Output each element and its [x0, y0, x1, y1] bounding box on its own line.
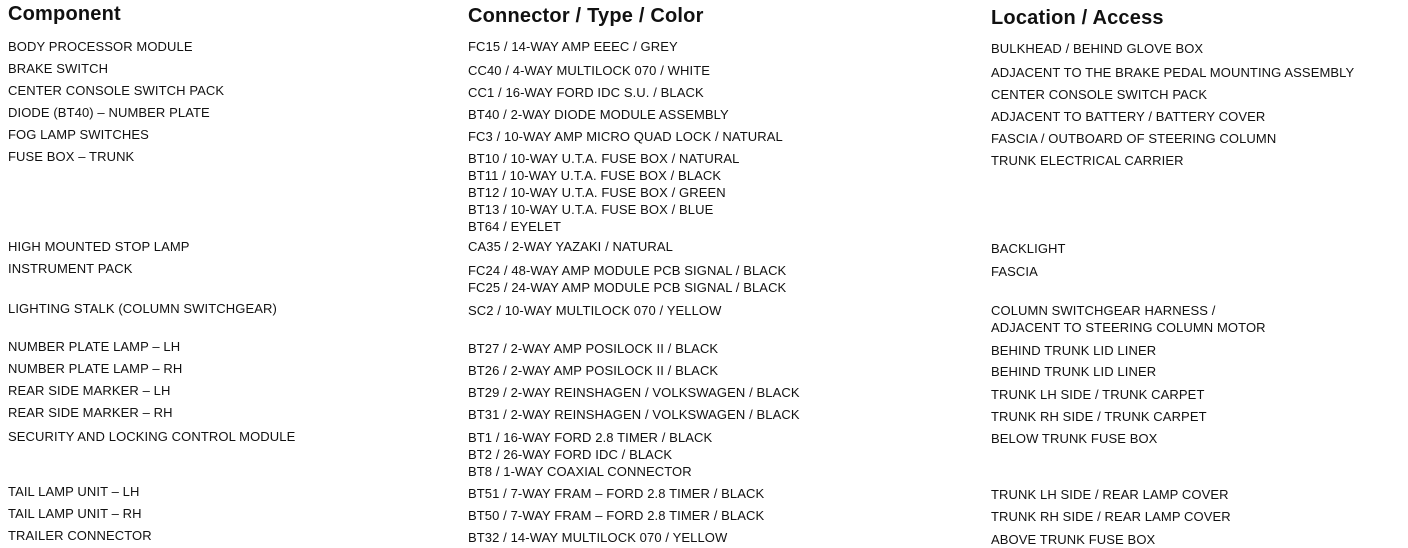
connector-text: BT31 / 2-WAY REINSHAGEN / VOLKSWAGEN / BLACK: [468, 407, 800, 422]
connector-cell: [468, 106, 729, 123]
location-text: TRUNK RH SIDE / REAR LAMP COVER: [991, 509, 1231, 524]
connector-text: FC25 / 24-WAY AMP MODULE PCB SIGNAL / BLACK: [468, 280, 787, 295]
location-text: ADJACENT TO STEERING COLUMN MOTOR: [991, 320, 1266, 335]
location-text: TRUNK LH SIDE / REAR LAMP COVER: [991, 487, 1229, 502]
location-text: BEHIND TRUNK LID LINER: [991, 364, 1157, 379]
component-text: TRAILER CONNECTOR: [8, 528, 152, 543]
connector-text: BT51 / 7-WAY FRAM – FORD 2.8 TIMER / BLACK: [468, 486, 765, 501]
location-cell: [991, 64, 1354, 81]
component-cell: [8, 126, 149, 143]
location-cell: [991, 40, 1203, 57]
component-cell: [8, 148, 134, 165]
location-cell: [991, 408, 1207, 425]
connector-cell: [468, 38, 678, 55]
location-cell: [991, 342, 1156, 359]
location-cell: [991, 531, 1155, 548]
connector-cell: [468, 485, 764, 502]
location-text: BELOW TRUNK FUSE BOX: [991, 431, 1158, 446]
component-cell: [8, 104, 210, 121]
component-cell: [8, 60, 108, 77]
location-cell: [991, 152, 1184, 169]
connector-text: CC40 / 4-WAY MULTILOCK 070 / WHITE: [468, 63, 711, 78]
component-cell: [8, 338, 180, 355]
component-cell: [8, 360, 182, 377]
location-cell: [991, 430, 1157, 447]
component-cell: [8, 527, 152, 544]
connector-text: BT32 / 14-WAY MULTILOCK 070 / YELLOW: [468, 530, 728, 545]
component-text: REAR SIDE MARKER – RH: [8, 405, 173, 420]
header-connector: Connector / Type / Color: [468, 5, 704, 27]
connector-text: CA35 / 2-WAY YAZAKI / NATURAL: [468, 239, 673, 254]
component-text: BODY PROCESSOR MODULE: [8, 39, 193, 54]
connector-text: BT50 / 7-WAY FRAM – FORD 2.8 TIMER / BLACK: [468, 508, 765, 523]
location-text: BEHIND TRUNK LID LINER: [991, 343, 1157, 358]
component-text: NUMBER PLATE LAMP – RH: [8, 361, 183, 376]
location-cell: [991, 302, 1266, 336]
component-text: DIODE (BT40) – NUMBER PLATE: [8, 105, 210, 120]
connector-text: BT64 / EYELET: [468, 219, 562, 234]
location-cell: [991, 386, 1204, 403]
component-cell: [8, 382, 170, 399]
connector-cell: [468, 529, 727, 546]
connector-cell: [468, 84, 704, 101]
component-text: TAIL LAMP UNIT – RH: [8, 506, 142, 521]
location-cell: [991, 130, 1276, 147]
component-cell: [8, 505, 142, 522]
location-text: FASCIA / OUTBOARD OF STEERING COLUMN: [991, 131, 1277, 146]
location-cell: [991, 508, 1231, 525]
location-cell: [991, 486, 1229, 503]
component-text: FUSE BOX – TRUNK: [8, 149, 135, 164]
connector-text: BT27 / 2-WAY AMP POSILOCK II / BLACK: [468, 341, 719, 356]
connector-text: BT12 / 10-WAY U.T.A. FUSE BOX / GREEN: [468, 185, 726, 200]
connector-text: BT8 / 1-WAY COAXIAL CONNECTOR: [468, 464, 692, 479]
location-text: ADJACENT TO THE BRAKE PEDAL MOUNTING ASSEMBLY: [991, 65, 1355, 80]
connector-text: SC2 / 10-WAY MULTILOCK 070 / YELLOW: [468, 303, 722, 318]
component-text: LIGHTING STALK (COLUMN SWITCHGEAR): [8, 301, 277, 316]
connector-cell: [468, 262, 786, 296]
connector-text: CC1 / 16-WAY FORD IDC S.U. / BLACK: [468, 85, 704, 100]
connector-text: BT13 / 10-WAY U.T.A. FUSE BOX / BLUE: [468, 202, 714, 217]
connector-cell: [468, 238, 673, 255]
component-text: INSTRUMENT PACK: [8, 261, 133, 276]
location-text: COLUMN SWITCHGEAR HARNESS /: [991, 303, 1216, 318]
connector-cell: [468, 340, 718, 357]
connector-cell: [468, 429, 712, 480]
component-text: TAIL LAMP UNIT – LH: [8, 484, 140, 499]
component-text: HIGH MOUNTED STOP LAMP: [8, 239, 190, 254]
connector-text: BT26 / 2-WAY AMP POSILOCK II / BLACK: [468, 363, 719, 378]
header-component: Component: [8, 3, 121, 25]
component-cell: [8, 82, 224, 99]
connector-cell: [468, 362, 718, 379]
component-text: FOG LAMP SWITCHES: [8, 127, 149, 142]
connector-cell: [468, 62, 710, 79]
component-text: CENTER CONSOLE SWITCH PACK: [8, 83, 225, 98]
connector-cell: [468, 302, 721, 319]
connector-cell: [468, 150, 739, 235]
location-text: ABOVE TRUNK FUSE BOX: [991, 532, 1156, 547]
location-text: BACKLIGHT: [991, 241, 1066, 256]
component-text: SECURITY AND LOCKING CONTROL MODULE: [8, 429, 296, 444]
connector-text: FC15 / 14-WAY AMP EEEC / GREY: [468, 39, 678, 54]
location-text: TRUNK LH SIDE / TRUNK CARPET: [991, 387, 1205, 402]
connector-text: BT11 / 10-WAY U.T.A. FUSE BOX / BLACK: [468, 168, 722, 183]
location-cell: [991, 363, 1156, 380]
location-cell: [991, 263, 1038, 280]
connector-text: FC24 / 48-WAY AMP MODULE PCB SIGNAL / BLACK: [468, 263, 787, 278]
component-text: NUMBER PLATE LAMP – LH: [8, 339, 181, 354]
location-text: TRUNK RH SIDE / TRUNK CARPET: [991, 409, 1207, 424]
location-text: BULKHEAD / BEHIND GLOVE BOX: [991, 41, 1204, 56]
connector-text: BT1 / 16-WAY FORD 2.8 TIMER / BLACK: [468, 430, 713, 445]
location-text: FASCIA: [991, 264, 1038, 279]
component-cell: [8, 238, 190, 255]
component-cell: [8, 300, 277, 317]
connector-cell: [468, 507, 764, 524]
connector-text: BT10 / 10-WAY U.T.A. FUSE BOX / NATURAL: [468, 151, 740, 166]
location-cell: [991, 86, 1207, 103]
connector-text: FC3 / 10-WAY AMP MICRO QUAD LOCK / NATURAL: [468, 129, 783, 144]
component-cell: [8, 428, 295, 445]
connector-cell: [468, 406, 800, 423]
header-location: Location / Access: [991, 7, 1164, 29]
connector-text: BT29 / 2-WAY REINSHAGEN / VOLKSWAGEN / BLACK: [468, 385, 800, 400]
location-text: TRUNK ELECTRICAL CARRIER: [991, 153, 1184, 168]
component-text: REAR SIDE MARKER – LH: [8, 383, 171, 398]
component-cell: [8, 404, 173, 421]
location-text: ADJACENT TO BATTERY / BATTERY COVER: [991, 109, 1266, 124]
location-cell: [991, 240, 1066, 257]
connector-cell: [468, 128, 783, 145]
connector-text: BT40 / 2-WAY DIODE MODULE ASSEMBLY: [468, 107, 729, 122]
component-cell: [8, 260, 133, 277]
component-cell: [8, 38, 193, 55]
component-text: BRAKE SWITCH: [8, 61, 109, 76]
location-text: CENTER CONSOLE SWITCH PACK: [991, 87, 1208, 102]
location-cell: [991, 108, 1265, 125]
connector-cell: [468, 384, 800, 401]
component-cell: [8, 483, 139, 500]
connector-text: BT2 / 26-WAY FORD IDC / BLACK: [468, 447, 673, 462]
